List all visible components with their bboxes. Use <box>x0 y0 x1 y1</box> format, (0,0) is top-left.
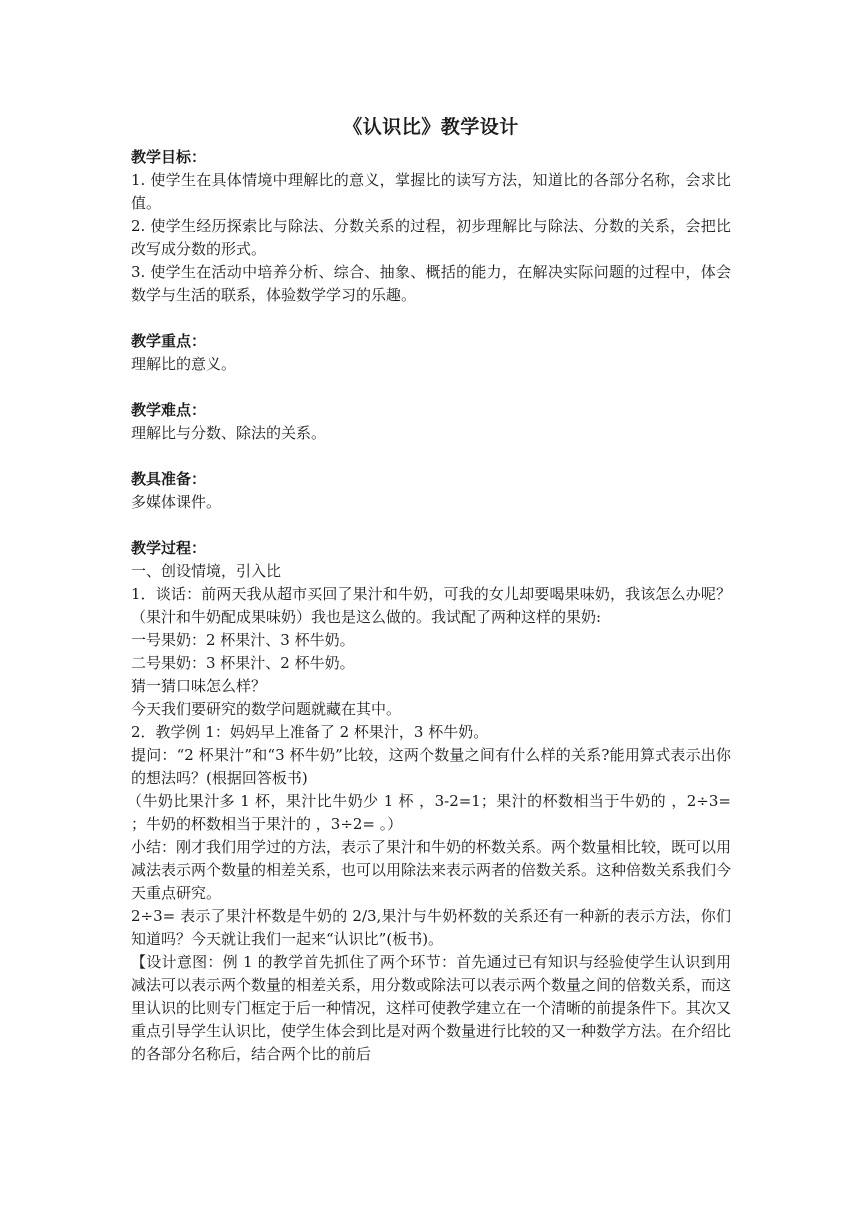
key-point-heading: 教学重点： <box>131 332 207 350</box>
process-paragraph: 一号果奶：2 杯果汁、3 杯牛奶。 <box>131 631 355 649</box>
difficulty-heading: 教学难点： <box>131 401 207 419</box>
process-heading: 教学过程： <box>131 539 207 557</box>
process-paragraph: 今天我们要研究的数学问题就藏在其中。 <box>131 700 402 718</box>
key-point-text: 理解比的意义。 <box>131 355 237 373</box>
process-paragraph: 2÷3= 表示了果汁杯数是牛奶的 2/3,果汁与牛奶杯数的关系还有一种新的表示方法，你们知道吗？今天就让我们一起来“认识比”(板书)。 <box>131 907 731 948</box>
document-body <box>127 112 732 1066</box>
process-paragraph: 1．谈话：前两天我从超市买回了果汁和牛奶，可我的女儿却要喝果味奶，我该怎么办呢？（果汁和牛奶配成果味奶）我也是这么做的。我试配了两种这样的果奶: <box>131 585 731 626</box>
spacer <box>131 514 731 537</box>
process-paragraph: 二号果奶：3 杯果汁、2 杯牛奶。 <box>131 654 355 672</box>
materials-heading: 教具准备： <box>131 470 207 488</box>
process-paragraph: （牛奶比果汁多 1 杯，果汁比牛奶少 1 杯 ，3-2=1；果汁的杯数相当于牛奶的 ，2÷3= ；牛奶的杯数相当于果汁的 ，3÷2= 。） <box>127 792 731 833</box>
process-paragraph: 一、创设情境，引入比 <box>131 562 282 580</box>
spacer <box>131 307 731 330</box>
spacer <box>131 376 731 399</box>
goal-item: 2. 使学生经历探索比与除法、分数关系的过程，初步理解比与除法、分数的关系，会把比改写成分数的形式。 <box>131 217 731 258</box>
process-paragraph: 提问：“2 杯果汁”和“3 杯牛奶”比较，这两个数量之间有什么样的关系?能用算式表示出你的想法吗？(根据回答板书) <box>131 746 731 787</box>
materials-text: 多媒体课件。 <box>131 493 222 511</box>
process-paragraph: 猜一猜口味怎么样？ <box>131 677 267 695</box>
spacer <box>131 445 731 468</box>
document-title: 《认识比》教学设计 <box>343 116 519 138</box>
goal-item: 1. 使学生在具体情境中理解比的意义，掌握比的读写方法，知道比的各部分名称，会求比值。 <box>131 171 731 212</box>
goal-item: 3. 使学生在活动中培养分析、综合、抽象、概括的能力，在解决实际问题的过程中，体会数学与生活的联系，体验数学学习的乐趣。 <box>131 263 731 304</box>
design-intent-paragraph: 【设计意图：例 1 的教学首先抓住了两个环节：首先通过已有知识与经验使学生认识到用减法可以表示两个数量的相差关系，用分数或除法可以表示两个数量之间的倍数关系，而这里认识的比则专门框定于后一种情况，这样可使教学建立在一个清晰的前提条件下。其次又重点引导学生认识比，使学生体会到比是对两个数量进行比较的又一种数学方法。在介绍比的各部分名称后，结合两个比的前后 <box>131 953 732 1063</box>
goals-heading: 教学目标： <box>131 148 207 166</box>
process-paragraph: 小结：刚才我们用学过的方法，表示了果汁和牛奶的杯数关系。两个数量相比较，既可以用减法表示两个数量的相差关系，也可以用除法来表示两者的倍数关系。这种倍数关系我们今天重点研究。 <box>131 838 732 902</box>
process-paragraph: 2．教学例 1：妈妈早上准备了 2 杯果汁，3 杯牛奶。 <box>131 723 489 741</box>
difficulty-text: 理解比与分数、除法的关系。 <box>131 424 327 442</box>
